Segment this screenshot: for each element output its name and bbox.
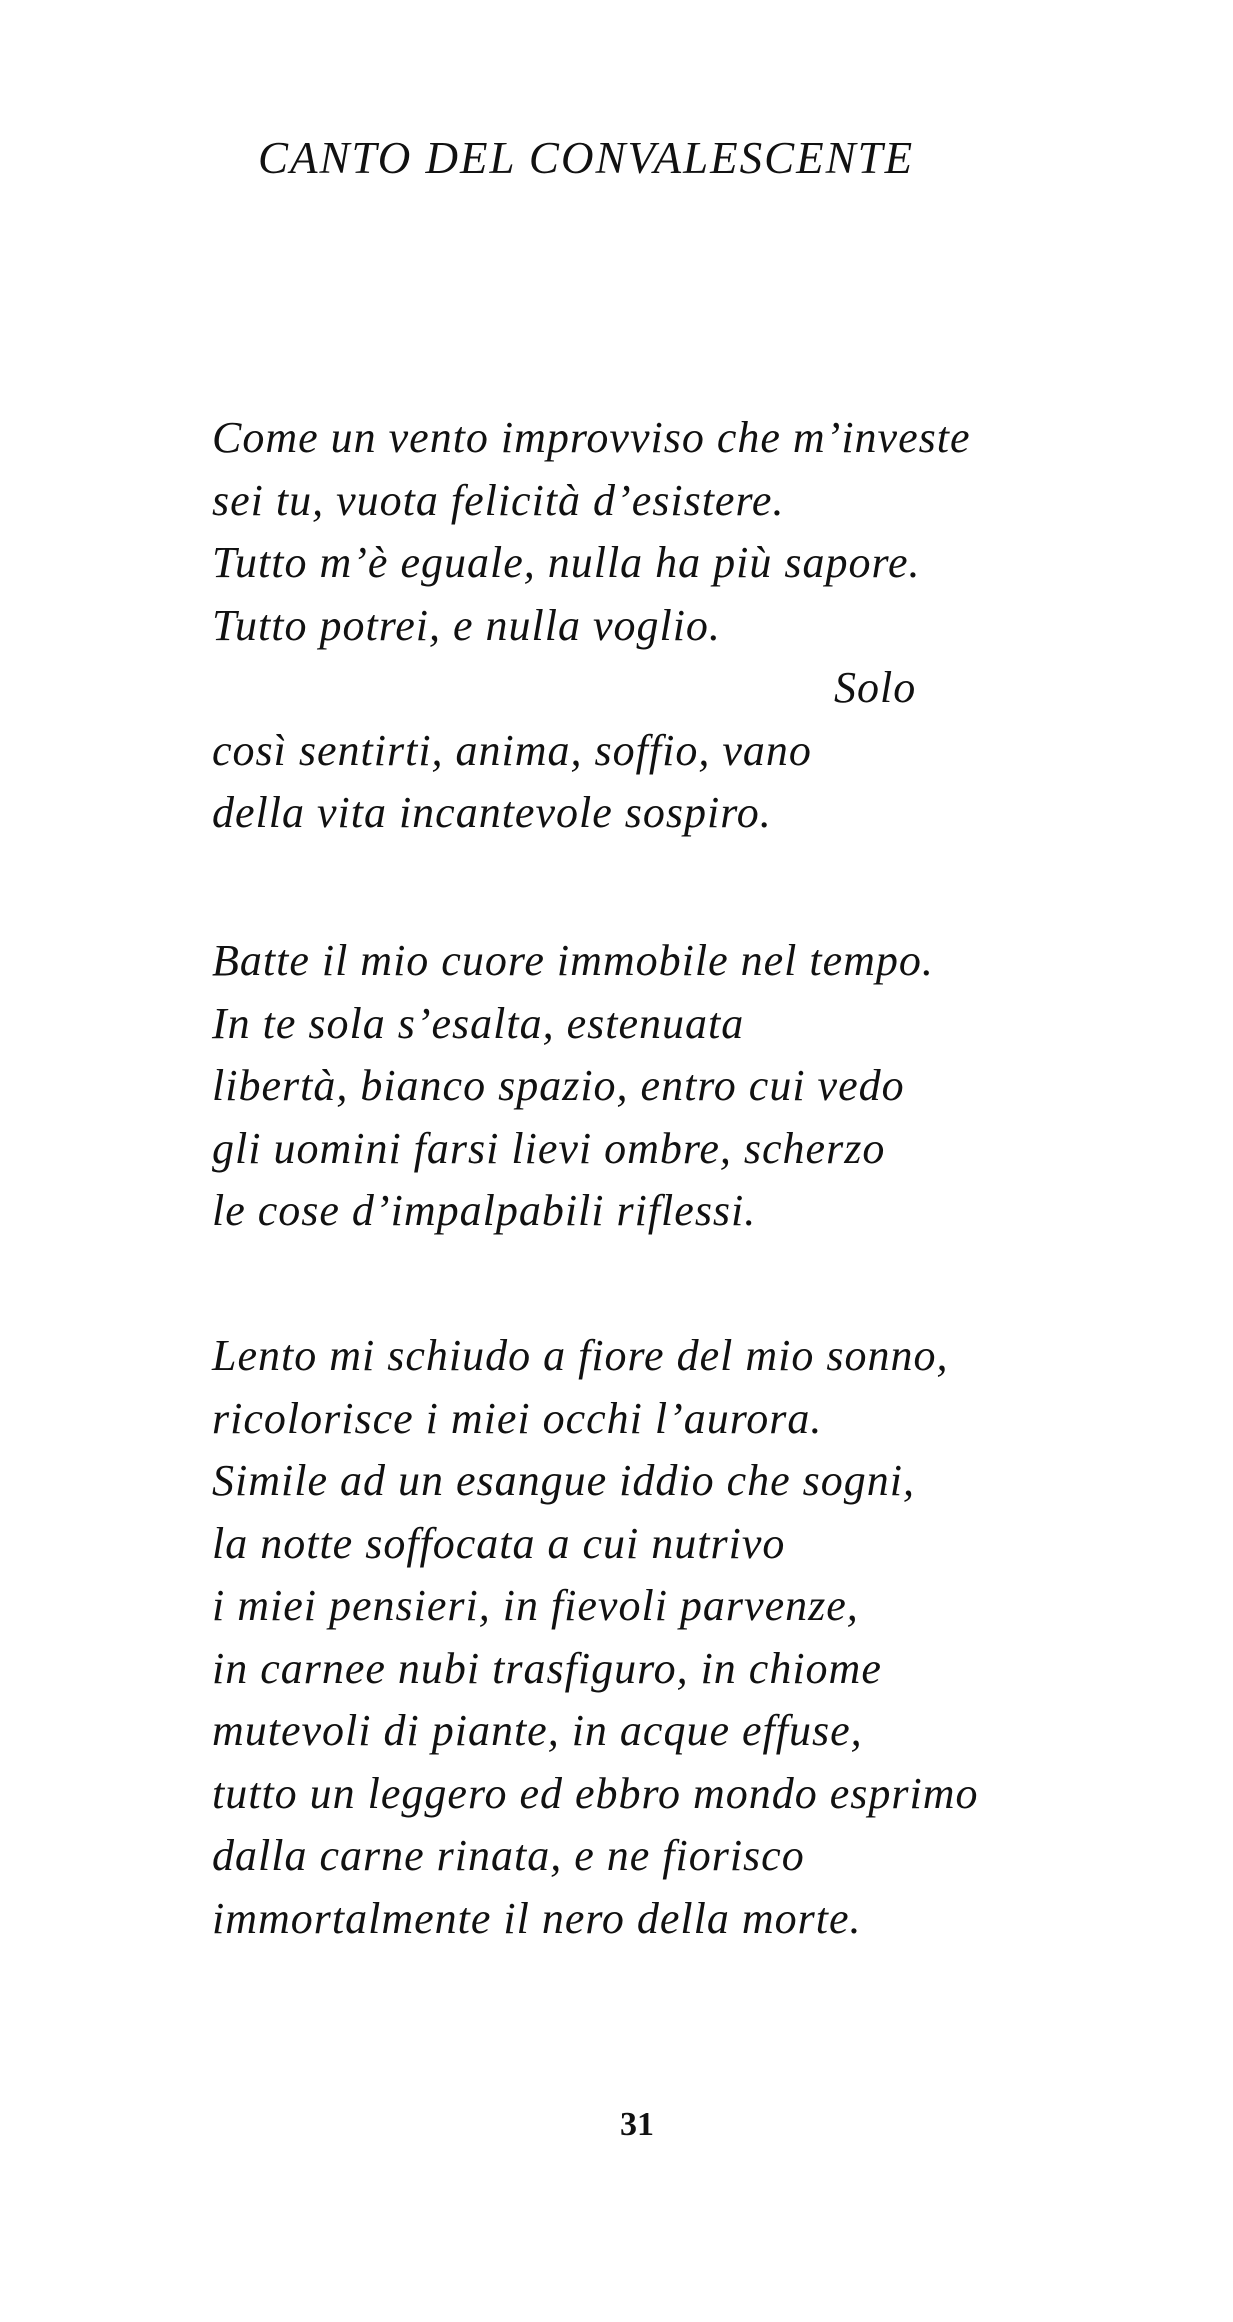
verse-line: immortalmente il nero della morte.	[212, 1893, 862, 1943]
verse-line: tutto un leggero ed ebbro mondo esprimo	[212, 1768, 979, 1818]
verse-line: In te sola s’esalta, estenuata	[212, 998, 745, 1048]
verse-line: sei tu, vuota felicità d’esistere.	[212, 475, 785, 525]
verse-line: Tutto potrei, e nulla voglio.	[212, 600, 721, 650]
verse-line: gli uomini farsi lievi ombre, scherzo	[212, 1123, 886, 1173]
verse-line: la notte soffocata a cui nutrivo	[212, 1518, 786, 1568]
verse-line: Batte il mio cuore immobile nel tempo.	[212, 936, 934, 985]
verse-line: Lento mi schiudo a fiore del mio sonno,	[212, 1331, 949, 1380]
verse-line: libertà, bianco spazio, entro cui vedo	[212, 1061, 905, 1110]
verse-line: dalla carne rinata, e ne fiorisco	[212, 1831, 805, 1880]
stanza-3	[212, 1325, 979, 1950]
verse-line: Simile ad un esangue iddio che sogni,	[212, 1456, 916, 1505]
verse-line: Come un vento improvviso che m’investe	[212, 413, 971, 462]
verse-line: in carnee nubi trasfiguro, in chiome	[212, 1643, 882, 1693]
verse-line: della vita incantevole sospiro.	[212, 788, 772, 837]
verse-line: ricolorisce i miei occhi l’aurora.	[212, 1393, 823, 1443]
poem-title: CANTO DEL CONVALESCENTE	[258, 133, 915, 183]
verse-line: così sentirti, anima, soffio, vano	[212, 725, 812, 775]
verse-line: mutevoli di piante, in acque effuse,	[212, 1706, 863, 1755]
verse-line: Solo	[834, 663, 917, 712]
verse-line: le cose d’impalpabili riflessi.	[212, 1186, 757, 1235]
page-number: 31	[620, 2106, 654, 2143]
stanza-2	[212, 930, 934, 1243]
verse-line: i miei pensieri, in fievoli parvenze,	[212, 1581, 859, 1630]
stanza-1	[212, 407, 970, 845]
verse-line: Tutto m’è eguale, nulla ha più sapore.	[212, 538, 921, 587]
